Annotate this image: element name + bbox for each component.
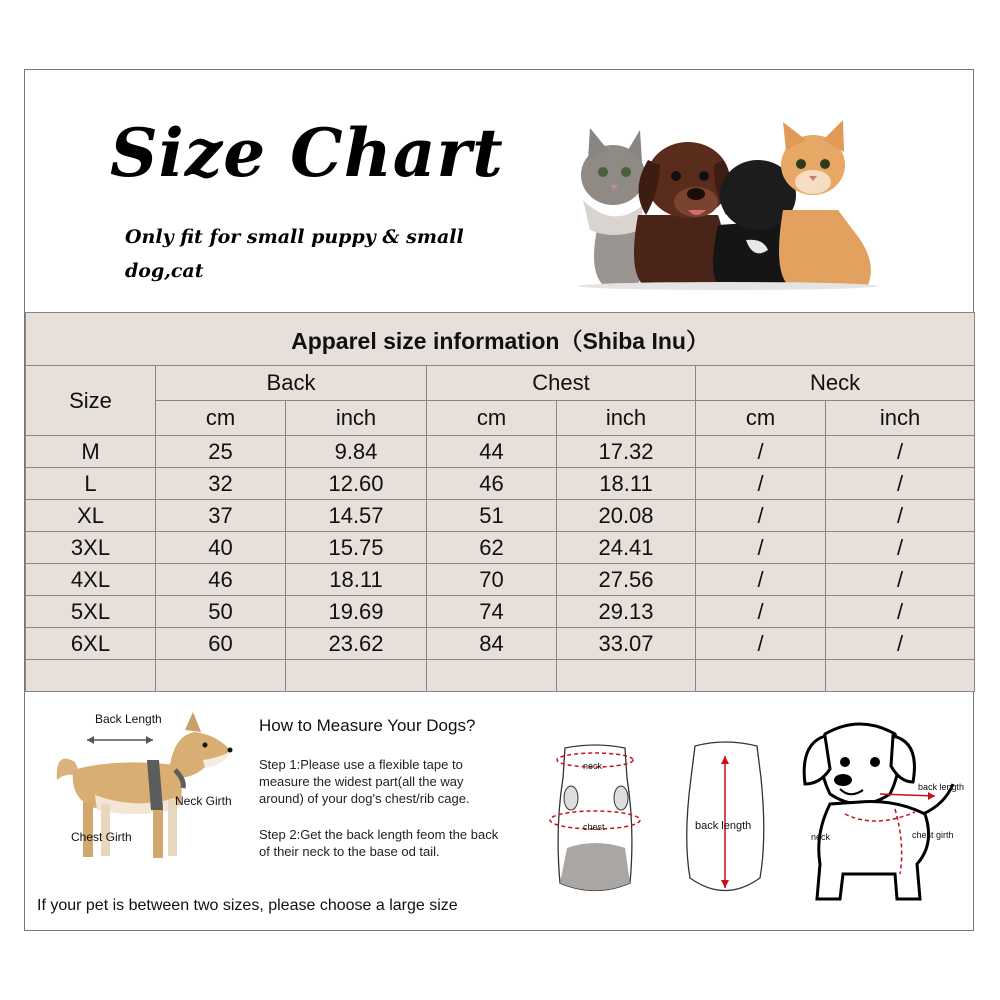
step-1-text: Step 1:Please use a flexible tape to measure the widest part(all the way around) of your dog's chest/rib cage.	[259, 757, 470, 806]
table-cell: 12.60	[286, 468, 427, 500]
table-cell	[696, 660, 826, 692]
table-cell: 32	[156, 468, 286, 500]
table-cell: 25	[156, 436, 286, 468]
table-row	[26, 436, 975, 468]
table-row	[26, 564, 975, 596]
table-cell: /	[696, 436, 826, 468]
table-cell: /	[826, 436, 975, 468]
table-cell: /	[826, 532, 975, 564]
table-cell: 33.07	[557, 628, 696, 660]
table-cell	[427, 660, 557, 692]
table-cell: 18.11	[286, 564, 427, 596]
size-advice-text: If your pet is between two sizes, please choose a large size	[37, 897, 458, 914]
table-title-row	[26, 313, 975, 366]
unit-header-cell: inch	[826, 401, 975, 436]
puppy-illustration	[785, 714, 973, 914]
unit-header-cell: cm	[696, 401, 826, 436]
table-cell	[26, 660, 156, 692]
table-cell	[156, 660, 286, 692]
table-cell: 23.62	[286, 628, 427, 660]
table-cell: /	[826, 468, 975, 500]
puppy-neck-label: neck	[811, 832, 831, 842]
table-cell: 62	[427, 532, 557, 564]
table-cell: 60	[156, 628, 286, 660]
table-cell: 27.56	[557, 564, 696, 596]
table-cell	[557, 660, 696, 692]
table-row	[26, 468, 975, 500]
table-cell: 3XL	[26, 532, 156, 564]
table-cell: 51	[427, 500, 557, 532]
vest-measure-diagram	[535, 738, 795, 903]
unit-header-cell: inch	[286, 401, 427, 436]
table-row	[26, 500, 975, 532]
table-cell: 29.13	[557, 596, 696, 628]
chest-group-header: Chest	[427, 366, 696, 401]
puppy-back-length-label: back length	[918, 782, 965, 792]
table-cell: 50	[156, 596, 286, 628]
table-cell	[286, 660, 427, 692]
table-cell: /	[696, 596, 826, 628]
unit-header-cell: inch	[557, 401, 696, 436]
vest-neck-label: neck	[583, 761, 603, 771]
table-cell: 5XL	[26, 596, 156, 628]
table-cell: 4XL	[26, 564, 156, 596]
table-cell: 84	[427, 628, 557, 660]
table-cell: 24.41	[557, 532, 696, 564]
unit-header-cell: cm	[156, 401, 286, 436]
back-group-header: Back	[156, 366, 427, 401]
unit-header-cell: cm	[427, 401, 557, 436]
table-cell: XL	[26, 500, 156, 532]
table-cell: /	[826, 628, 975, 660]
table-cell: 20.08	[557, 500, 696, 532]
table-cell: 14.57	[286, 500, 427, 532]
neck-group-header: Neck	[696, 366, 975, 401]
table-cell: 37	[156, 500, 286, 532]
table-cell: 40	[156, 532, 286, 564]
vest-illustration	[535, 738, 795, 903]
table-cell: /	[696, 532, 826, 564]
pets-photo	[568, 120, 883, 290]
table-cell	[826, 660, 975, 692]
table-cell: 74	[427, 596, 557, 628]
size-table	[25, 312, 975, 692]
table-cell: /	[696, 500, 826, 532]
table-cell: 19.69	[286, 596, 427, 628]
puppy-measure-diagram	[785, 714, 973, 914]
table-cell: /	[826, 564, 975, 596]
table-cell: 46	[427, 468, 557, 500]
table-cell: L	[26, 468, 156, 500]
table-cell: 44	[427, 436, 557, 468]
table-cell: 15.75	[286, 532, 427, 564]
table-cell: 9.84	[286, 436, 427, 468]
table-cell: 18.11	[557, 468, 696, 500]
table-cell: 17.32	[557, 436, 696, 468]
step-2-text: Step 2:Get the back length feom the back of their neck to the base od tail.	[259, 827, 499, 859]
header-section	[25, 70, 973, 312]
puppy-chest-girth-label: chest girth	[912, 830, 954, 840]
vest-chest-label: chest	[583, 822, 605, 832]
table-cell: /	[696, 628, 826, 660]
dog-measure-diagram	[35, 710, 240, 880]
table-cell: 46	[156, 564, 286, 596]
table-cell: /	[826, 596, 975, 628]
chest-girth-label: Chest Girth	[71, 830, 132, 844]
size-column-header: Size	[26, 366, 156, 436]
table-row	[26, 532, 975, 564]
back-length-label: Back Length	[95, 712, 162, 726]
neck-girth-label: Neck Girth	[175, 794, 232, 808]
vest-back-length-label: back length	[695, 820, 752, 832]
guide-title: How to Measure Your Dogs?	[259, 716, 476, 735]
table-empty-row	[26, 660, 975, 692]
table-group-header-row	[26, 366, 975, 401]
table-cell: /	[696, 564, 826, 596]
table-cell: 6XL	[26, 628, 156, 660]
table-title: Apparel size information（Shiba Inu）	[26, 313, 975, 366]
measure-guide-section	[25, 698, 973, 930]
table-row	[26, 596, 975, 628]
table-unit-header-row	[26, 401, 975, 436]
page-subtitle: Only fit for small puppy & small dog,cat	[125, 226, 464, 282]
table-cell: M	[26, 436, 156, 468]
table-cell: /	[696, 468, 826, 500]
page-title: Size Chart	[110, 114, 504, 192]
table-row	[26, 628, 975, 660]
table-cell: 70	[427, 564, 557, 596]
table-cell: /	[826, 500, 975, 532]
size-chart-frame	[24, 69, 974, 931]
